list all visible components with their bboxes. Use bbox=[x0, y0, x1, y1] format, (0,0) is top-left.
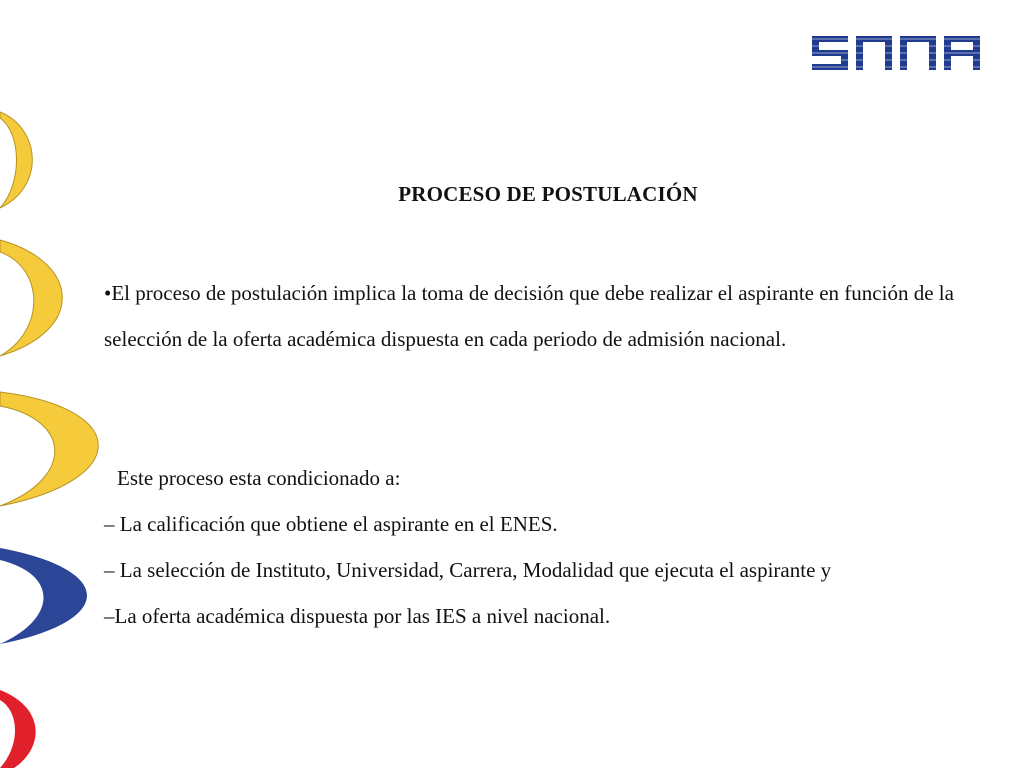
body-paragraph: •El proceso de postulación implica la toma de decisión que debe realizar el aspirante en función de la selección de la oferta académica dispuesta en cada periodo de admisión nacional. bbox=[104, 281, 954, 351]
red-curve bbox=[0, 690, 36, 768]
yellow-curve-2 bbox=[0, 240, 62, 356]
conditions-list bbox=[104, 455, 984, 639]
decorative-curves bbox=[0, 0, 140, 768]
condition-item: – La calificación que obtiene el aspirante en el ENES. bbox=[104, 512, 558, 536]
yellow-curve-3 bbox=[0, 392, 98, 506]
blue-curve bbox=[0, 548, 87, 644]
snna-logo-mark bbox=[812, 36, 980, 70]
condition-item: –La oferta académica dispuesta por las IES a nivel nacional. bbox=[104, 604, 611, 628]
condition-item: – La selección de Instituto, Universidad, Carrera, Modalidad que ejecuta el aspirante y bbox=[104, 558, 832, 582]
conditions-intro: Este proceso esta condicionado a: bbox=[117, 466, 401, 490]
slide-title: PROCESO DE POSTULACIÓN bbox=[398, 182, 698, 206]
